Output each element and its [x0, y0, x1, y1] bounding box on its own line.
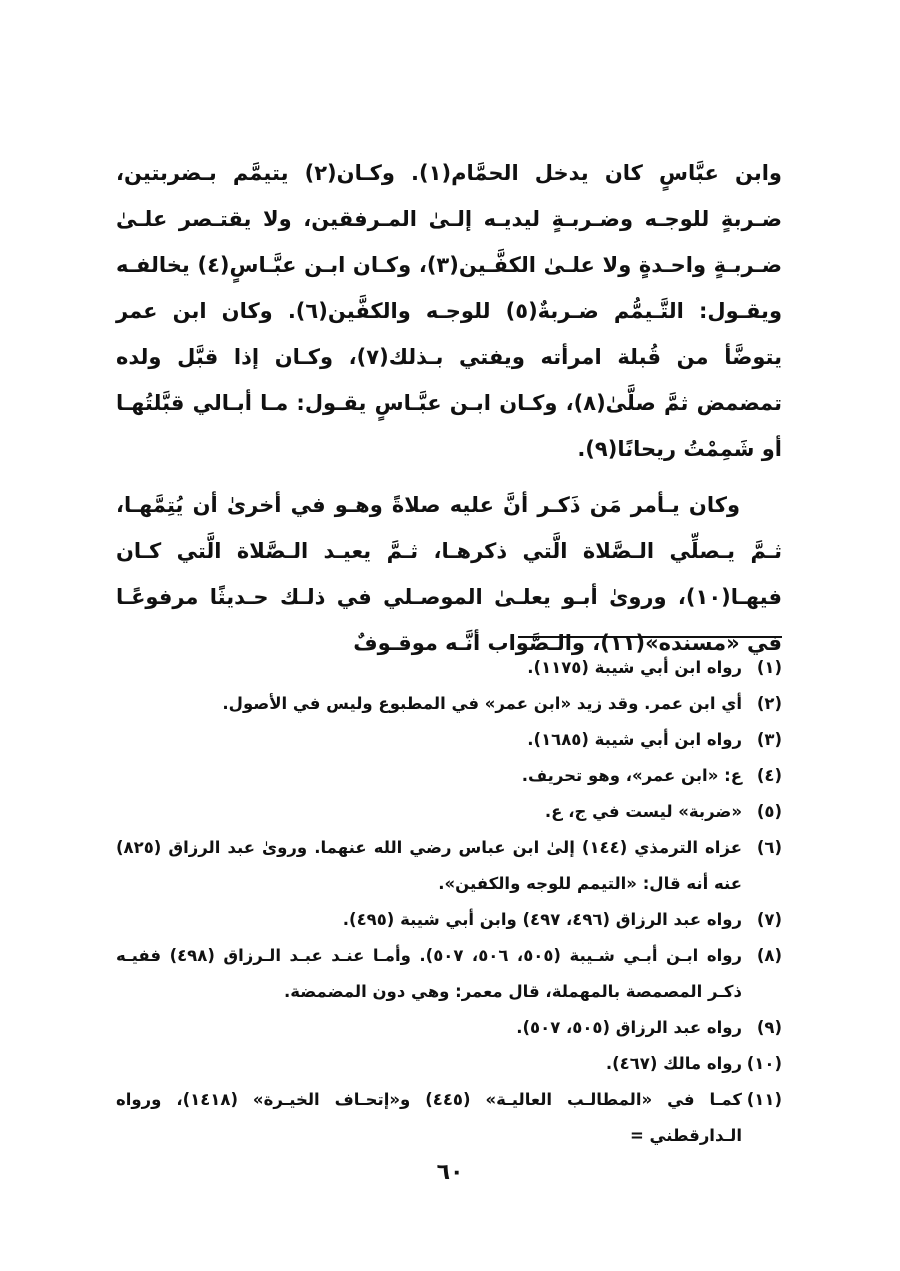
- footnote-4: [116, 758, 782, 794]
- footnote-2: [116, 686, 782, 722]
- footnote-number: (١١): [746, 1090, 782, 1109]
- footnote-text: عزاه الترمذي (١٤٤) إلىٰ ابن عباس رضي الله عنهما. وروىٰ عبد الرزاق (٨٢٥) عنه أنه قال: «التيمم للوجه والكفين».: [116, 838, 742, 893]
- footnote-number: (١٠): [746, 1054, 782, 1073]
- footnote-10: [116, 1046, 782, 1082]
- footnote-number: (١): [756, 658, 782, 677]
- footnote-9: [116, 1010, 782, 1046]
- page-number: ٦٠: [436, 1160, 464, 1185]
- footnote-text: رواه ابن أبي شيبة (١٦٨٥).: [527, 730, 742, 749]
- footnote-1: [116, 650, 782, 686]
- footnote-text: «ضربة» ليست في ج، ع.: [544, 802, 742, 821]
- footnote-text: أي ابن عمر. وقد زيد «ابن عمر» في المطبوع وليس في الأصول.: [222, 694, 742, 713]
- footnote-text: رواه عبد الرزاق (٤٩٦، ٤٩٧) وابن أبي شيبة (٤٩٥).: [342, 910, 742, 929]
- footnote-number: (٩): [756, 1018, 782, 1037]
- body-paragraph-1: وابن عبَّاسٍ كان يدخل الحمَّام(١). وكـان(٢) يتيمَّم بـضربتين، ضـربةٍ للوجـه وضـربـةٍ ليديـه إلـىٰ المـرفقين، ولا يقتـصر علـىٰ ضـربـةٍ واحـدةٍ ولا علـىٰ الكفَّـين(٣)، وكـان ابـن عبَّـاسٍ(٤) يخالفـه ويقـول: التَّـيمُّم ضـربةٌ(٥) للوجـه والكفَّين(٦). وكان ابن عمر يتوضَّأ من قُبلة امرأته ويفتي بـذلك(٧)، وكـان إذا قبَّل ولده تمضمض ثمَّ صلَّىٰ(٨)، وكـان ابـن عبَّـاسٍ يقـول: مـا أبـالي قبَّلتُهـا أو شَمِمْتُ ريحانًا(٩).: [116, 161, 783, 461]
- main-text: [116, 150, 782, 666]
- footnote-number: (٧): [756, 910, 782, 929]
- footnote-6: [116, 830, 782, 902]
- footnote-number: (٣): [756, 730, 782, 749]
- body-paragraph-2: وكان يـأمر مَن ذَكـر أنَّ عليه صلاةً وهـو في أخرىٰ أن يُتِمَّهـا، ثـمَّ يـصلِّي الـصَّلاة الَّتي ذكرهـا، ثـمَّ يعيـد الـصَّلاة الَّتي كـان فيهـا(١٠)، وروىٰ أبـو يعلـىٰ الموصـلي في ذلـك حـديثًا مرفوعًـا في «مسنده»(١١)، والـصَّواب أنَّـه موقـوفٌ: [116, 493, 782, 655]
- footnote-text: كمـا في «المطالـب العاليـة» (٤٤٥) و«إتحـاف الخيـرة» (١٤١٨)، ورواه الـدارقطني =: [116, 1090, 742, 1145]
- footnotes: [116, 650, 782, 1154]
- footnote-8: [116, 938, 782, 1010]
- footnote-text: ع: «ابن عمر»، وهو تحريف.: [521, 766, 742, 785]
- footnote-number: (٦): [756, 838, 782, 857]
- footnote-separator: [518, 636, 782, 638]
- footnote-number: (٤): [756, 766, 782, 785]
- footnote-number: (٢): [756, 694, 782, 713]
- footnote-text: رواه مالك (٤٦٧).: [605, 1054, 742, 1073]
- footnote-5: [116, 794, 782, 830]
- footnote-number: (٨): [756, 946, 782, 965]
- footnote-7: [116, 902, 782, 938]
- footnote-number: (٥): [756, 802, 782, 821]
- footnote-text: رواه عبد الرزاق (٥٠٥، ٥٠٧).: [516, 1018, 742, 1037]
- footnote-text: رواه ابن أبي شيبة (١١٧٥).: [527, 658, 742, 677]
- footnote-text: رواه ابـن أبـي شـيبة (٥٠٥، ٥٠٦، ٥٠٧). وأمـا عنـد عبـد الـرزاق (٤٩٨) ففيـه ذكـر المصمصة بالمهملة، قال معمر: وهي دون المضمضة.: [116, 946, 742, 1001]
- footnote-11: [116, 1082, 782, 1154]
- footnote-3: [116, 722, 782, 758]
